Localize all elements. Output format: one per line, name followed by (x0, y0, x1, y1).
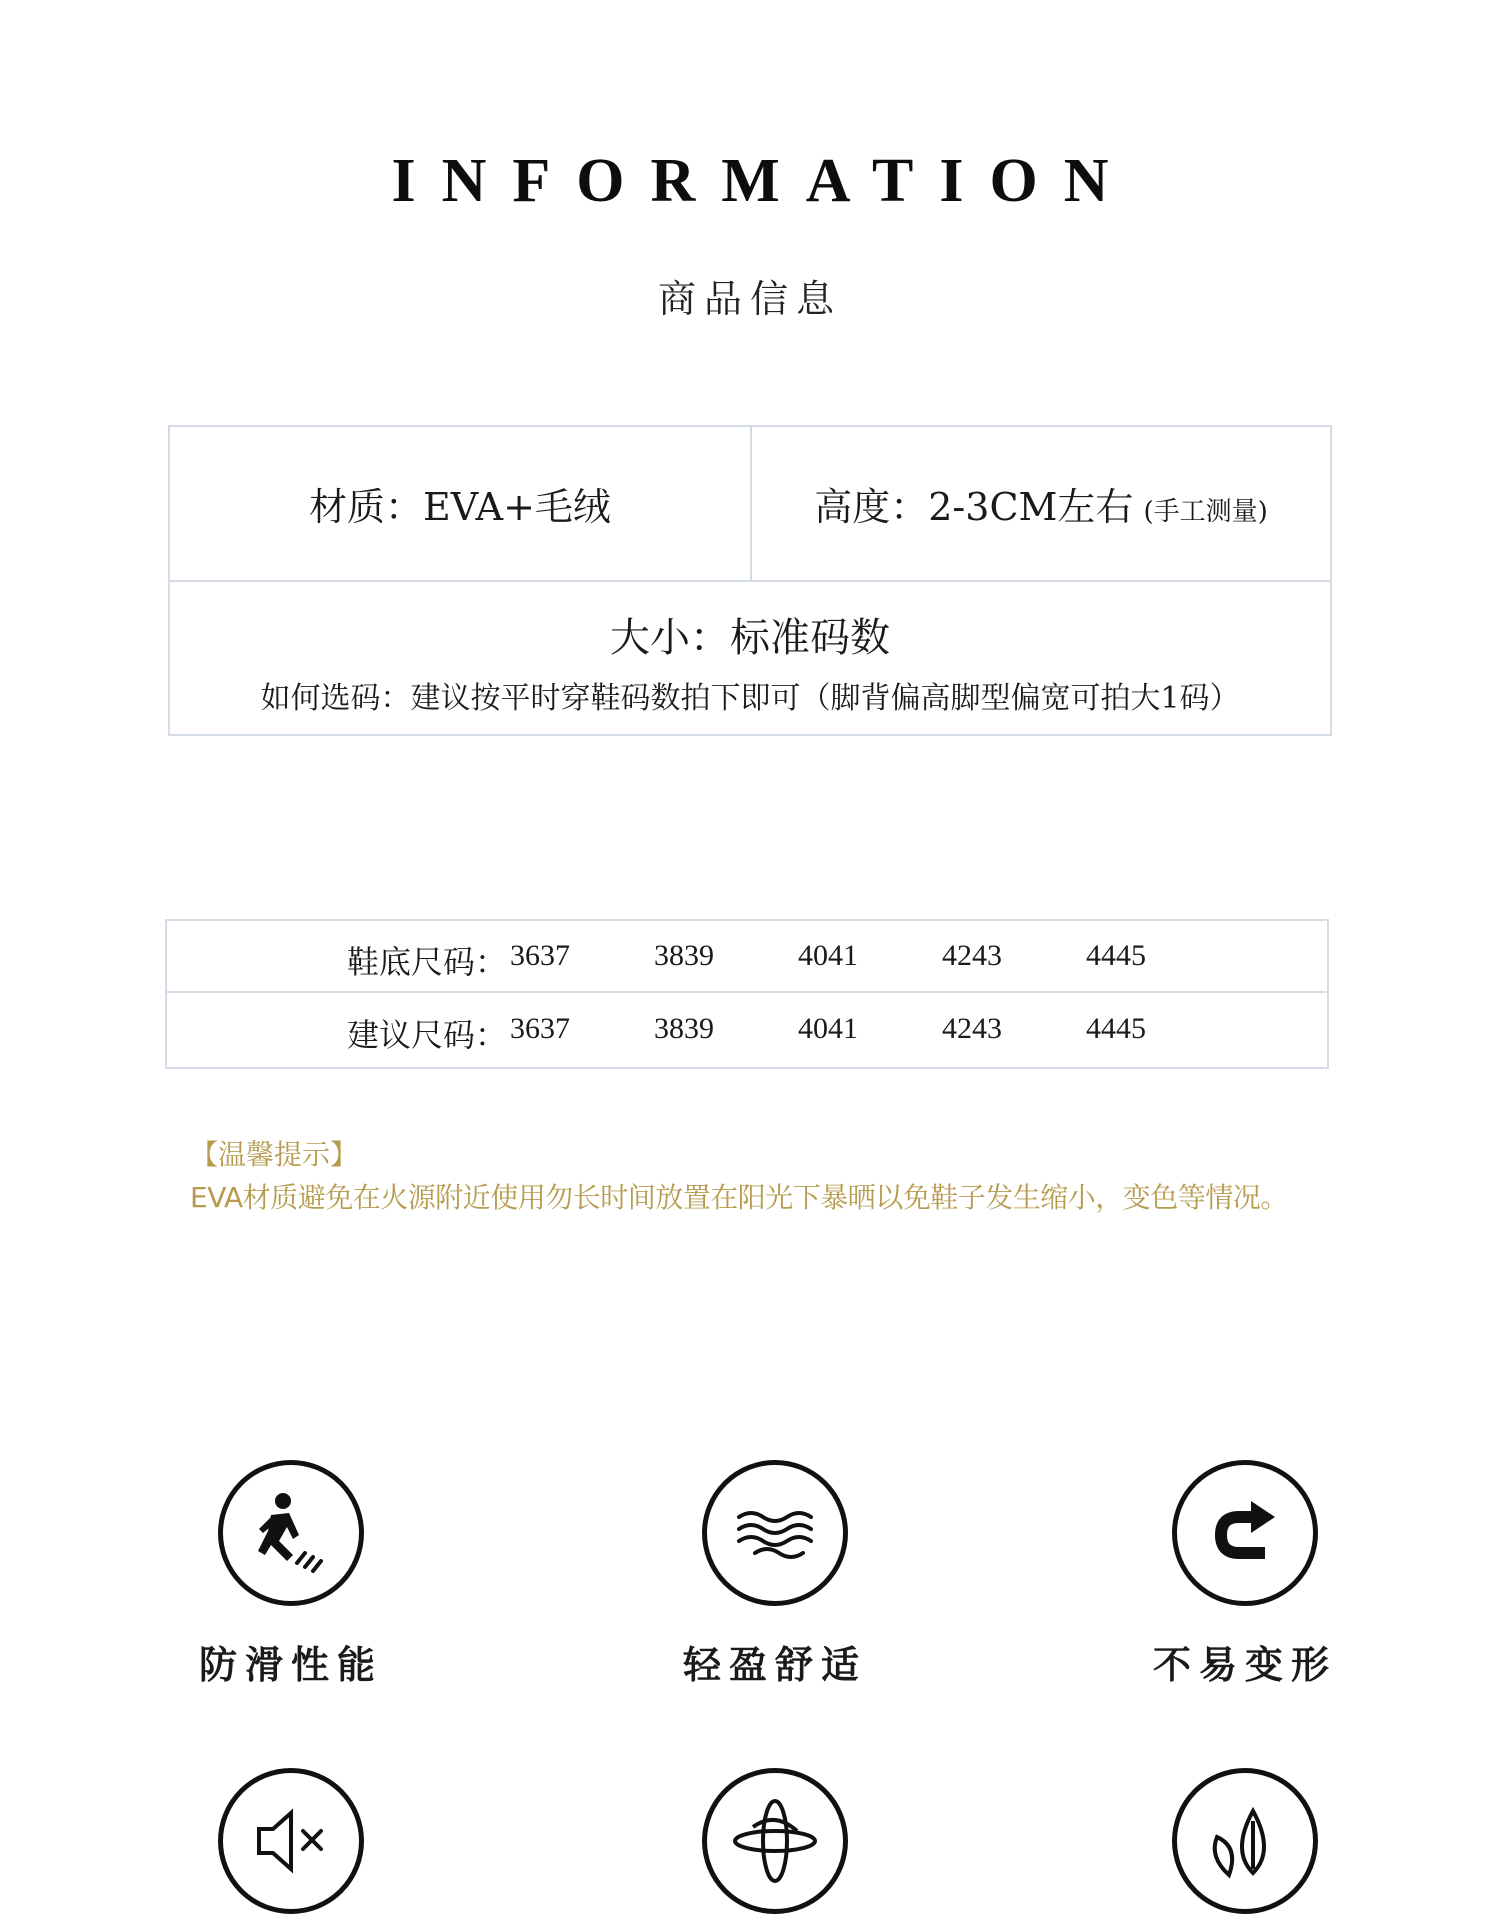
notice-text: EVA材质避免在火源附近使用勿长时间放置在阳光下暴晒以免鞋子发生缩小，变色等情况。 (190, 1181, 1288, 1214)
info-row (170, 427, 1330, 582)
row-label: 建议尺码： (347, 1016, 508, 1054)
table-cell: 4243 (942, 939, 1002, 972)
slip-icon (218, 1460, 364, 1606)
feature-label: 轻盈舒适 (682, 1643, 867, 1687)
return-arrow-icon (1172, 1460, 1318, 1606)
height-text (814, 476, 1267, 531)
table-cell: 4445 (1086, 1012, 1146, 1045)
feature-shape-retention (1095, 1460, 1395, 1689)
size-tip: 如何选码：建议按平时穿鞋码数拍下即可（脚背偏高脚型偏宽可拍大1码） (260, 681, 1240, 716)
page-title: INFORMATION (391, 147, 1135, 215)
table-cell: 3839 (654, 1012, 714, 1045)
feature-silent (141, 1768, 441, 1914)
row-label: 鞋底尺码： (347, 943, 508, 981)
product-info-table (168, 425, 1332, 736)
size-label: 大小：标准码数 (610, 615, 890, 661)
feature-eco (1095, 1768, 1395, 1914)
table-cell: 4243 (942, 1012, 1002, 1045)
size-info-row (170, 582, 1330, 734)
wave-icon (702, 1460, 848, 1606)
notice-title: 【温馨提示】 (190, 1138, 359, 1171)
feature-flexible (625, 1768, 925, 1914)
material-text: 材质：EVA+毛绒 (309, 485, 611, 529)
table-cell: 3637 (510, 939, 570, 972)
height-note: (手工测量) (1143, 497, 1268, 527)
table-cell: 4041 (798, 1012, 858, 1045)
table-cell: 4041 (798, 939, 858, 972)
bend-icon (702, 1768, 848, 1914)
material-cell (170, 427, 752, 580)
mute-icon (218, 1768, 364, 1914)
table-row (167, 994, 1327, 1066)
height-cell (752, 427, 1330, 580)
size-chart-table (165, 919, 1329, 1069)
table-row (167, 921, 1327, 993)
height-value: 高度：2-3CM左右 (814, 485, 1134, 529)
feature-label: 防滑性能 (198, 1643, 383, 1687)
feature-label: 不易变形 (1152, 1643, 1337, 1687)
table-cell: 3839 (654, 939, 714, 972)
page-subtitle: 商品信息 (657, 277, 842, 321)
feature-anti-slip (141, 1460, 441, 1689)
table-cell: 4445 (1086, 939, 1146, 972)
table-cell: 3637 (510, 1012, 570, 1045)
leaf-icon (1172, 1768, 1318, 1914)
feature-light-comfort (625, 1460, 925, 1689)
